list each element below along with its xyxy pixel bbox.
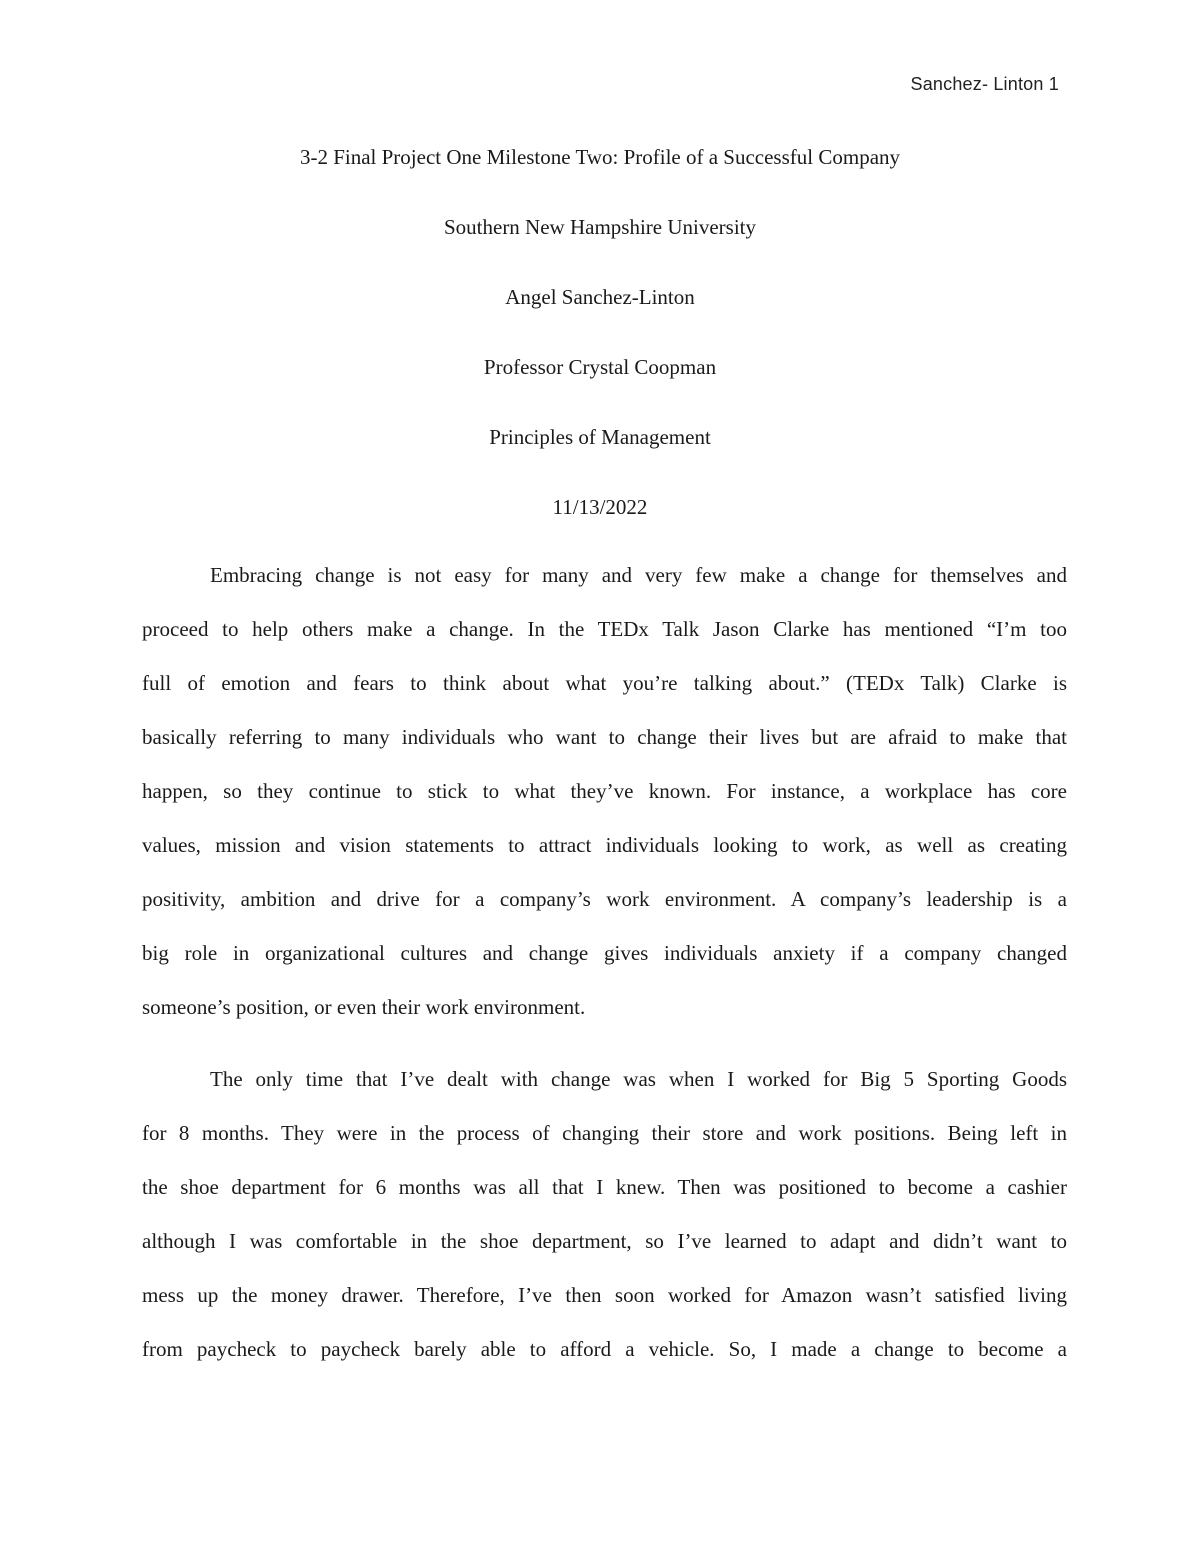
paragraph-line: someone’s position, or even their work environment. bbox=[142, 995, 586, 1019]
paragraph-line: full of emotion and fears to think about what you’re talking about.” (TEDx Talk) Clarke is bbox=[142, 671, 1067, 695]
paragraph-line: values, mission and vision statements to attract individuals looking to work, as well as creating bbox=[142, 833, 1067, 857]
paragraph-line: big role in organizational cultures and change gives individuals anxiety if a company changed bbox=[142, 941, 1067, 965]
paragraph-line: basically referring to many individuals who want to change their lives but are afraid to make that bbox=[142, 725, 1067, 749]
instructor-name: Professor Crystal Coopman bbox=[483, 355, 717, 379]
paragraph-line: for 8 months. They were in the process of changing their store and work positions. Being left in bbox=[142, 1121, 1067, 1145]
paragraph-line: positivity, ambition and drive for a company’s work environment. A company’s leadership is a bbox=[142, 887, 1067, 911]
paragraph-line: mess up the money drawer. Therefore, I’ve then soon worked for Amazon wasn’t satisfied living bbox=[142, 1283, 1067, 1307]
paragraph-line: proceed to help others make a change. In the TEDx Talk Jason Clarke has mentioned “I’m too bbox=[142, 617, 1067, 641]
body-paragraph-2 bbox=[142, 1052, 1067, 1376]
body-paragraph-1 bbox=[142, 548, 1067, 1034]
paragraph-line: from paycheck to paycheck barely able to afford a vehicle. So, I made a change to become a bbox=[142, 1337, 1067, 1361]
paragraph-line: happen, so they continue to stick to what they’ve known. For instance, a workplace has core bbox=[142, 779, 1067, 803]
running-head: Sanchez- Linton 1 bbox=[910, 74, 1059, 94]
institution: Southern New Hampshire University bbox=[443, 215, 757, 239]
author-name: Angel Sanchez-Linton bbox=[505, 285, 695, 309]
title-block bbox=[0, 140, 1200, 560]
paragraph-line: Embracing change is not easy for many and very few make a change for themselves and bbox=[210, 563, 1067, 587]
submission-date: 11/13/2022 bbox=[552, 495, 648, 519]
paragraph-line: The only time that I’ve dealt with change was when I worked for Big 5 Sporting Goods bbox=[210, 1067, 1067, 1091]
paragraph-line: the shoe department for 6 months was all that I knew. Then was positioned to become a cashier bbox=[142, 1175, 1067, 1199]
course-name: Principles of Management bbox=[489, 425, 711, 449]
paper-title: 3-2 Final Project One Milestone Two: Profile of a Successful Company bbox=[299, 145, 901, 169]
paragraph-line: although I was comfortable in the shoe department, so I’ve learned to adapt and didn’t want to bbox=[142, 1229, 1067, 1253]
